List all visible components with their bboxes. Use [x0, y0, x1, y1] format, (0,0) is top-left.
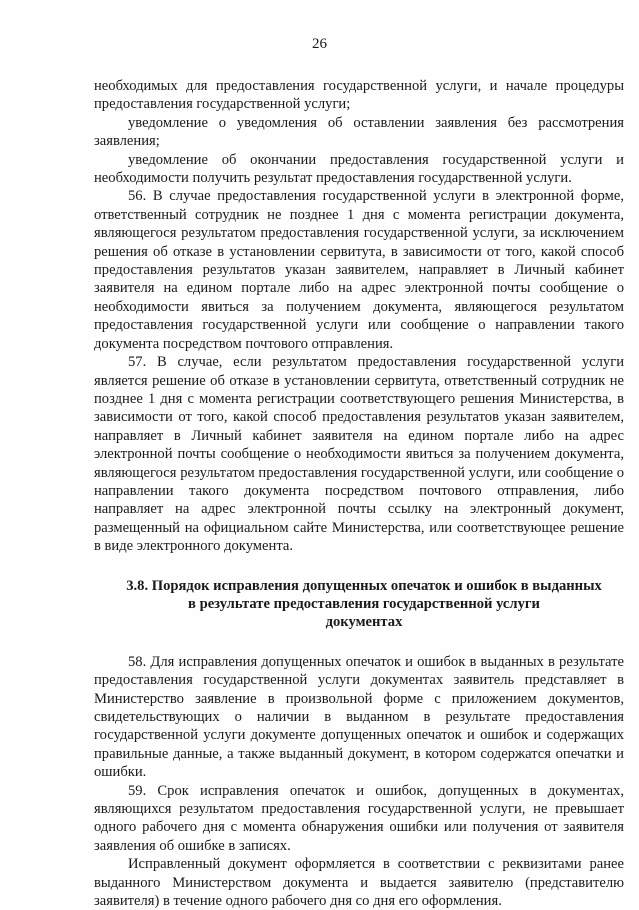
- paragraph-59: 59. Срок исправления опечаток и ошибок, допущенных в документах, являющихся результатом предоставления государственной услуги, не превышает одного рабочего дня с момента обнаружения ошибки или получения от заявителя заявления об ошибке в записях.: [94, 782, 624, 854]
- paragraph-notice-left-without-review: уведомление о уведомления об оставлении заявления без рассмотрения заявления;: [94, 114, 624, 150]
- section-heading: [94, 577, 624, 632]
- section-heading-line-1: 3.8. Порядок исправления допущенных опечаток и ошибок в выданных: [126, 577, 602, 594]
- paragraph-corrected-document: Исправленный документ оформляется в соответствии с реквизитами ранее выданного Министерством документа и выдается заявителю (представителю заявителя) в течение одного рабочего дня со дня его оформления.: [94, 856, 624, 910]
- paragraph-58: 58. Для исправления допущенных опечаток и ошибок в выданных в результате предоставления государственной услуги документах заявитель представляет в Министерство заявление в произвольной форме с приложением документов, свидетельствующих о наличии в выданном в результате предоставления государственной услуги документе допущенных опечаток и ошибок и содержащих правильные данные, а также выданный документ, в котором содержатся опечатки и ошибки.: [94, 653, 624, 781]
- paragraph-57: 57. В случае, если результатом предоставления государственной услуги является решение об отказе в установлении сервитута, ответственный сотрудник не позднее 1 дня с момента регистрации соответствующего решения Министерства, в зависимости от того, какой способ предоставления результатов указан заявителем, направляет в Личный кабинет заявителя на едином портале либо на адрес электронной почты сообщение о необходимости явиться за получением документа, являющегося результатом предоставления государственной услуги, или сообщение о направлении такого документа посредством почтового отправления, либо направляет на адрес электронной почты ссылку на электронный документ, размещенный на официальном сайте Министерства, или соответствующее решение в виде электронного документа.: [94, 354, 624, 555]
- paragraph-notice-completion: уведомление об окончании предоставления государственной услуги и необходимости получить результат предоставления государственной услуги.: [94, 151, 624, 187]
- section-heading-line-2: в результате предоставления государственной услуги: [188, 595, 540, 612]
- section-heading-line-3: документах: [325, 614, 403, 631]
- paragraph-continuation: необходимых для предоставления государственной услуги, и начале процедуры предоставления государственной услуги;: [94, 78, 624, 113]
- page-number: 26: [312, 36, 327, 52]
- document-body: [94, 77, 624, 910]
- paragraph-56: 56. В случае предоставления государственной услуги в электронной форме, ответственный сотрудник не позднее 1 дня с момента регистрации документа, являющегося результатом предоставления государственной услуги, за исключением решения об отказе в установлении сервитута, в зависимости от того, какой способ предоставления результатов указан заявителем, направляет в Личный кабинет заявителя на едином портале либо на адрес электронной почты сообщение о необходимости явиться за получением документа, являющегося результатом предоставления государственной услуги или сообщение о направлении такого документа посредством почтового отправления.: [94, 188, 624, 352]
